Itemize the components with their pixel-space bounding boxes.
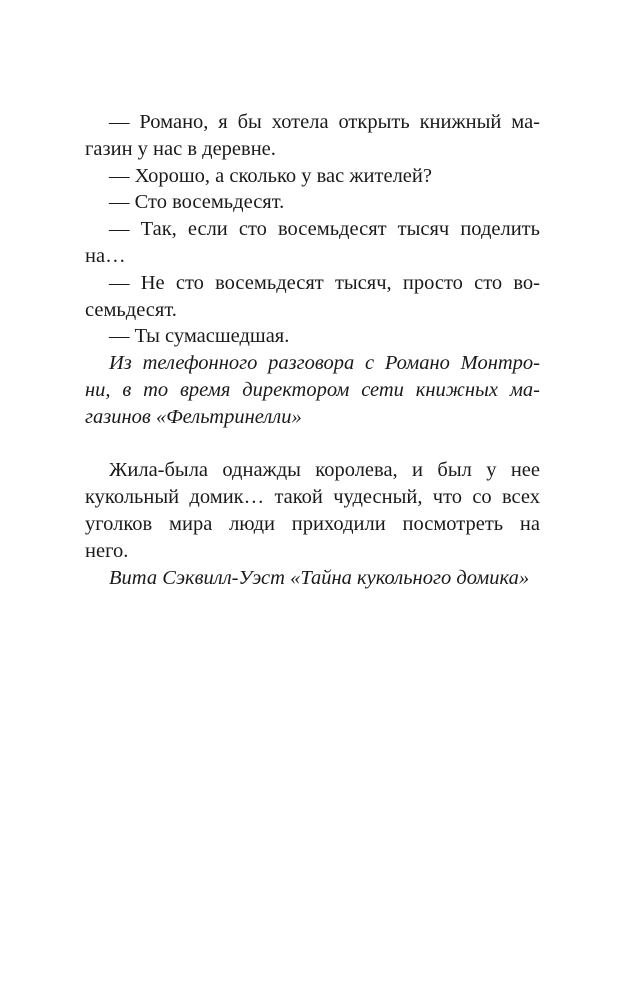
dialogue-attribution	[85, 350, 540, 430]
dialogue-line: — Так, если сто восемьдесят тысяч поделить	[109, 218, 540, 241]
dialogue-line: семьдесят.	[85, 298, 177, 321]
attribution-line: Из телефонного разговора с Романо Монтро-	[109, 352, 540, 375]
section-gap	[85, 431, 540, 458]
dialogue-line: — Ты сумасшедшая.	[109, 325, 290, 348]
dialogue-line: — Сто восемьдесят.	[109, 191, 285, 214]
dialogue-line: на…	[85, 244, 126, 267]
epigraph-dialogue	[85, 109, 540, 431]
page	[85, 109, 540, 591]
dialogue-line: — Романо, я бы хотела открыть книжный ма-	[109, 111, 540, 133]
dialogue-line: газин у нас в деревне.	[85, 137, 276, 160]
attribution-line: ни, в то время директором сети книжных ма-	[85, 378, 540, 401]
epigraph-quote	[85, 457, 540, 591]
dialogue-line: — Хорошо, а сколько у вас жителей?	[109, 164, 432, 187]
quote-line: Жила-была однажды королева, и был у нее	[109, 459, 540, 482]
dialogue-line: — Не сто восемьдесят тысяч, просто сто во-	[109, 271, 540, 294]
quote-line: кукольный домик… такой чудесный, что со всех	[85, 486, 540, 509]
quote-attribution: Вита Сэквилл-Уэст «Тайна кукольного домика»	[109, 566, 530, 589]
quote-line: уголков мира люди приходили посмотреть на	[85, 512, 540, 535]
attribution-line: газинов «Фельтринелли»	[85, 405, 302, 428]
quote-line: него.	[85, 539, 129, 562]
